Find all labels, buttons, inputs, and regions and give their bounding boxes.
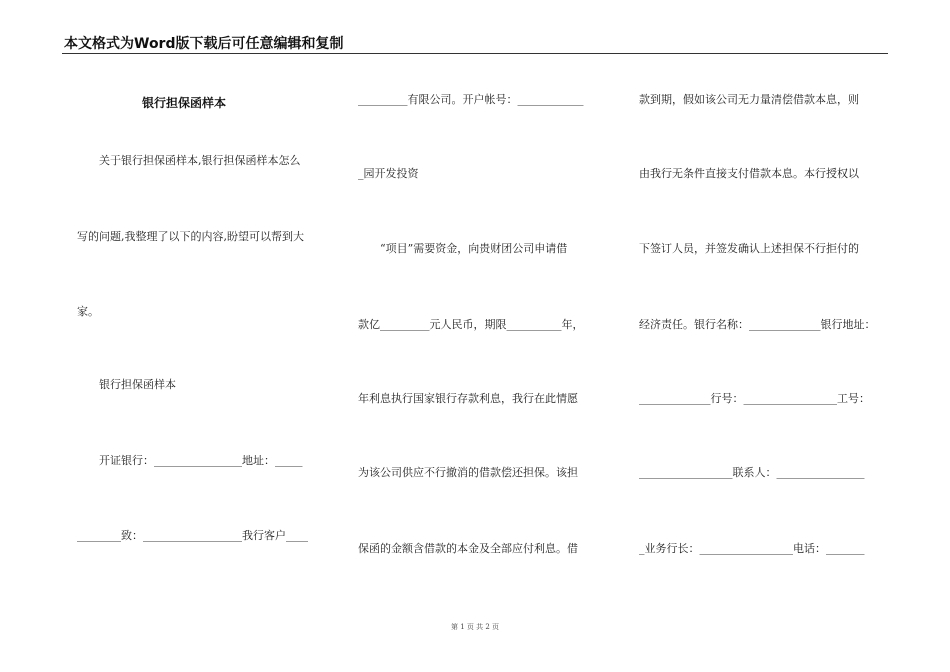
document-header: 本文格式为Word版下载后可任意编辑和复制: [64, 36, 344, 52]
body-line: ________致：__________________我行客户____: [77, 529, 308, 542]
body-line: 款亿_________元人民币，期限__________年，: [358, 318, 584, 331]
body-line: 银行担保函样本: [77, 378, 176, 391]
body-line: 经济责任。银行名称：_____________银行地址：: [639, 318, 876, 331]
body-line: _园开发投资: [358, 167, 419, 180]
document-title: 银行担保函样本: [142, 96, 227, 110]
body-line: _________有限公司。开户帐号：____________: [358, 93, 584, 106]
body-line: 款到期，假如该公司无力量清偿借款本息，则: [639, 93, 859, 106]
body-line: _____________行号：_________________工号：: [639, 392, 870, 405]
body-line: _业务行长：_________________电话：_______: [639, 542, 865, 555]
body-line: _________________联系人：________________: [639, 466, 865, 479]
body-line: 写的问题,我整理了以下的内容,盼望可以帮到大: [77, 230, 304, 243]
body-line: 年利息执行国家银行存款利息，我行在此情愿: [358, 392, 578, 405]
body-line: 下签订人员，并签发确认上述担保不行拒付的: [639, 242, 859, 255]
body-line: 家。: [77, 305, 99, 318]
body-line: 保函的金额含借款的本金及全部应付利息。借: [358, 542, 578, 555]
body-line: “项目”需要资金，向贵财团公司申请借: [358, 242, 568, 255]
page-number: 第 1 页 共 2 页: [450, 623, 500, 631]
body-line: 开证银行：________________地址：_____: [77, 454, 303, 467]
body-line: 关于银行担保函样本,银行担保函样本怎么: [77, 154, 301, 167]
header-divider: [62, 53, 888, 54]
body-line: 为该公司供应不行撤消的借款偿还担保。该担: [358, 466, 578, 479]
body-line: 由我行无条件直接支付借款本息。本行授权以: [639, 167, 859, 180]
